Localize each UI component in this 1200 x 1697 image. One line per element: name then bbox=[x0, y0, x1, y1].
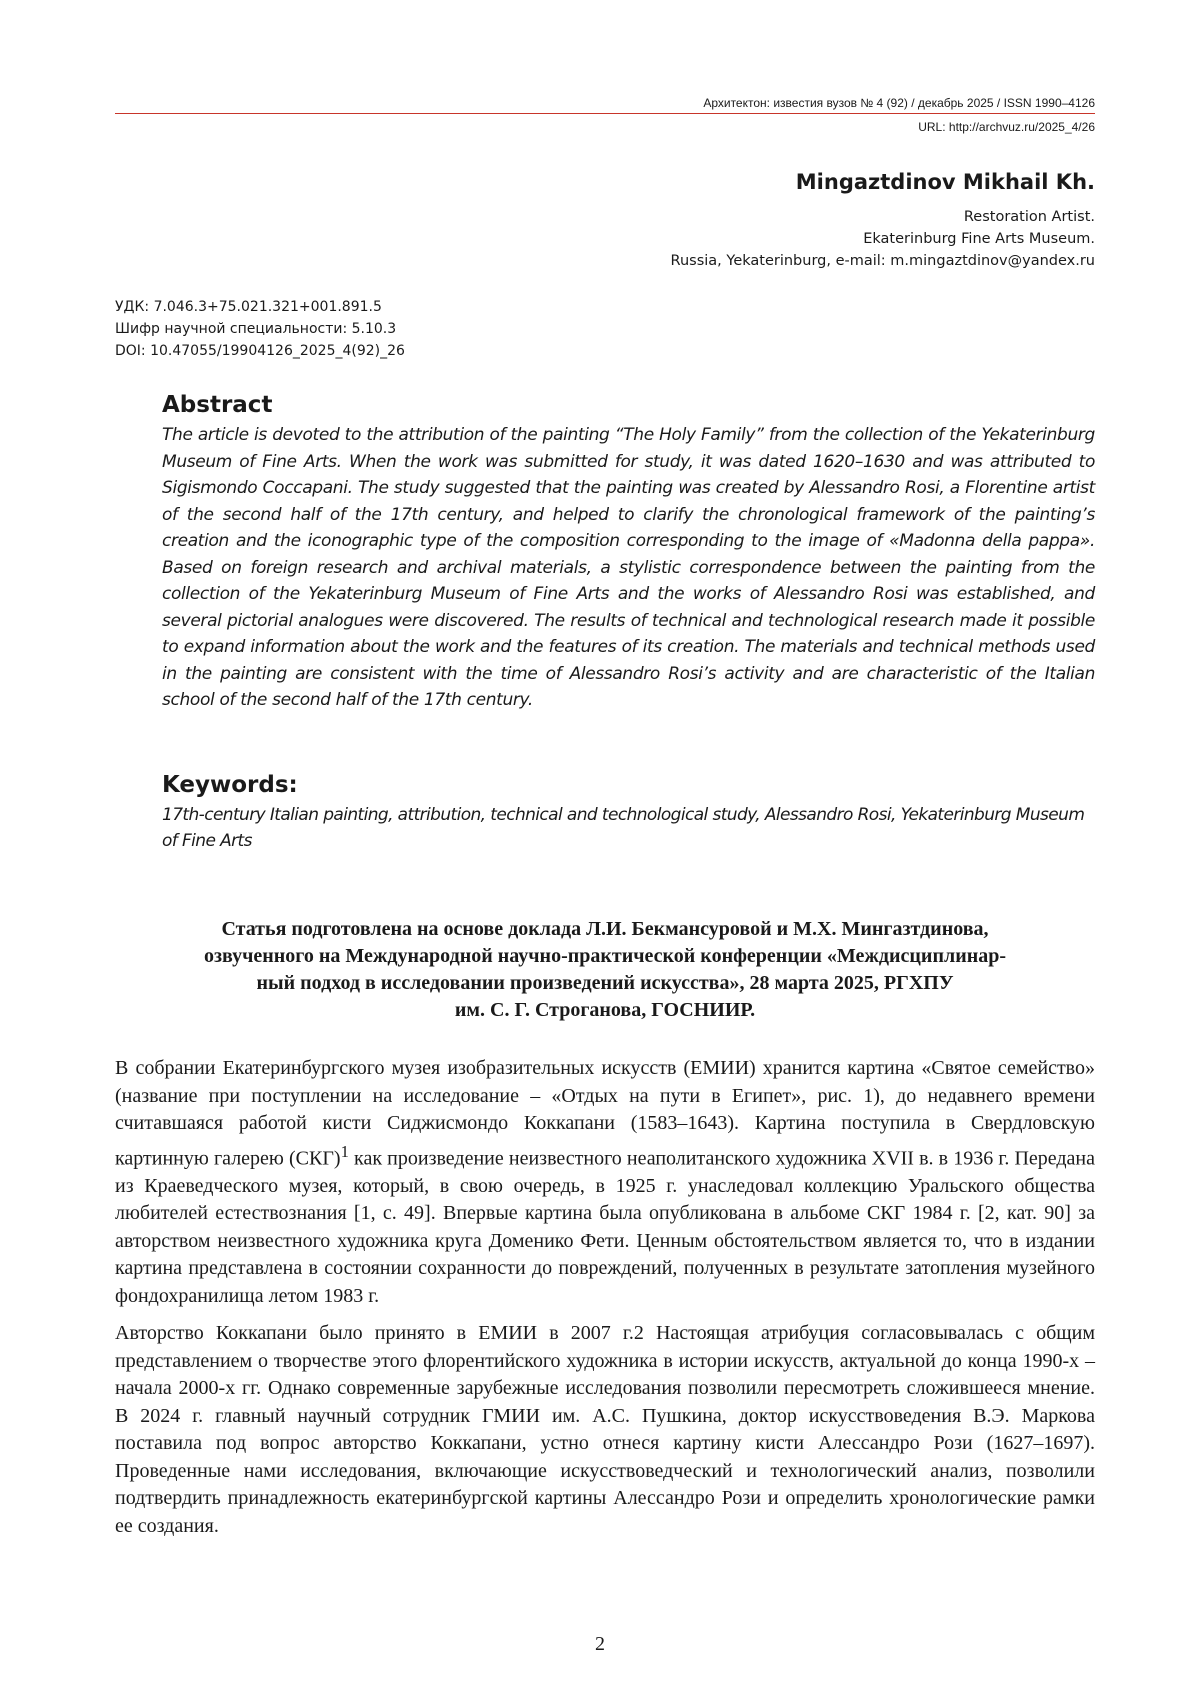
keywords-section bbox=[162, 772, 1095, 854]
paragraph-text: как произведение неизвестного неаполитанского художника XVII в. в 1936 г. Передана из Краеведческого музея, который, в свою очередь, в 1925 г. унаследовал коллекцию Уральского общества любителей естествознания [1, с. 49]. Впервые картина была опубликована в альбоме СКГ 1984 г. [2, кат. 90] за авторством неизвестного художника круга Доменико Фети. Ценным обстоятельством является то, что в издании картина представлена в состоянии сохранности до повреждений, полученных в результате затопления музейного фондохранилища летом 1983 г. bbox=[115, 1147, 1096, 1307]
article-body bbox=[115, 1055, 1095, 1550]
author-name: Mingaztdinov Mikhail Kh. bbox=[795, 170, 1095, 194]
conference-note bbox=[115, 916, 1095, 1024]
abstract-section bbox=[162, 392, 1095, 714]
url-line: URL: http://archvuz.ru/2025_4/26 bbox=[918, 120, 1095, 134]
author-position: Restoration Artist. bbox=[963, 209, 1095, 225]
author-affiliation: Ekaterinburg Fine Arts Museum. bbox=[863, 231, 1095, 247]
running-header bbox=[115, 96, 1095, 134]
abstract-heading: Abstract bbox=[162, 392, 273, 418]
body-paragraph: Авторство Коккапани было принято в ЕМИИ в 2007 г.2 Настоящая атрибуция согласовывалась с общим представлением о творчестве этого флорентийского художника в истории искусств, актуальной до конца 1990-х – начала 2000-х гг. Однако современные зарубежные исследования позволили пересмотреть сложившееся мнение. В 2024 г. главный научный сотрудник ГМИИ им. А.С. Пушкина, доктор искусствоведения В.Э. Маркова поставила под вопрос авторство Коккапани, устно отнеся картину кисти Алессандро Рози (1627–1697). Проведенные нами исследования, включающие искусствоведческий и технологический анализ, позволили подтвердить принадлежность екатеринбургской картины Алессандро Рози и определить хронологические рамки ее создания. bbox=[115, 1322, 1095, 1537]
page-number: 2 bbox=[595, 1633, 605, 1655]
doi-line: DOI: 10.47055/19904126_2025_4(92)_26 bbox=[115, 343, 405, 359]
author-contact: Russia, Yekaterinburg, e-mail: m.mingaztdinov@yandex.ru bbox=[670, 253, 1095, 269]
note-line: ный подход в исследовании произведений искусства», 28 марта 2025, РГХПУ bbox=[256, 972, 954, 994]
udk-line: УДК: 7.046.3+75.021.321+001.891.5 bbox=[115, 299, 382, 315]
note-line: Статья подготовлена на основе доклада Л.И. Бекмансуровой и М.Х. Мингазтдинова, bbox=[221, 918, 989, 940]
keywords-heading: Keywords: bbox=[162, 772, 298, 798]
keywords-text: 17th-century Italian painting, attribution, technical and technological study, Alessandro Rosi, Yekaterinburg Museum of Fine Arts bbox=[162, 805, 1085, 851]
paragraph-text: В собрании Екатеринбургского музея изобразительных искусств (ЕМИИ) хранится картина «Святое семейство» (название при поступлении на исследование – «Отдых на пути в Египет», рис. 1), до недавнего времени считавшаяся работой кисти Сиджисмондо Коккапани (1583–1643). Картина поступила в Свердловскую картинную галерею (СКГ) bbox=[115, 1057, 1095, 1170]
abstract-text: The article is devoted to the attribution of the painting “The Holy Family” from the collection of the Yekaterinburg Museum of Fine Arts. When the work was submitted for study, it was dated 1620–1630 and was attributed to Sigismondo Coccapani. The study suggested that the painting was created by Alessandro Rosi, a Florentine artist of the second half of the 17th century, and helped to clarify the chronological framework of the painting’s creation and the iconographic type of the composition corresponding to the image of «Madonna della pappa». Based on foreign research and archival materials, a stylistic correspondence between the painting from the collection of the Yekaterinburg Museum of Fine Arts and the works of Alessandro Rosi was established, and several pictorial analogues were discovered. The results of technical and technological research made it possible to expand information about the work and the features of its creation. The materials and technical methods used in the painting are consistent with the time of Alessandro Rosi’s activity and are characteristic of the Italian school of the second half of the 17th century. bbox=[162, 425, 1095, 710]
body-paragraph bbox=[115, 1055, 1095, 1310]
note-line: озвученного на Международной научно-практической конференции «Междисциплинар- bbox=[203, 945, 1007, 967]
meta-block bbox=[115, 296, 405, 362]
author-block bbox=[671, 170, 1095, 272]
specialty-cipher-line: Шифр научной специальности: 5.10.3 bbox=[115, 321, 397, 337]
footnote-ref[interactable]: 1 bbox=[340, 1141, 349, 1161]
journal-line: Архитектон: известия вузов № 4 (92) / декабрь 2025 / ISSN 1990–4126 bbox=[115, 96, 1095, 114]
note-line: им. С. Г. Строганова, ГОСНИИР. bbox=[454, 999, 756, 1021]
